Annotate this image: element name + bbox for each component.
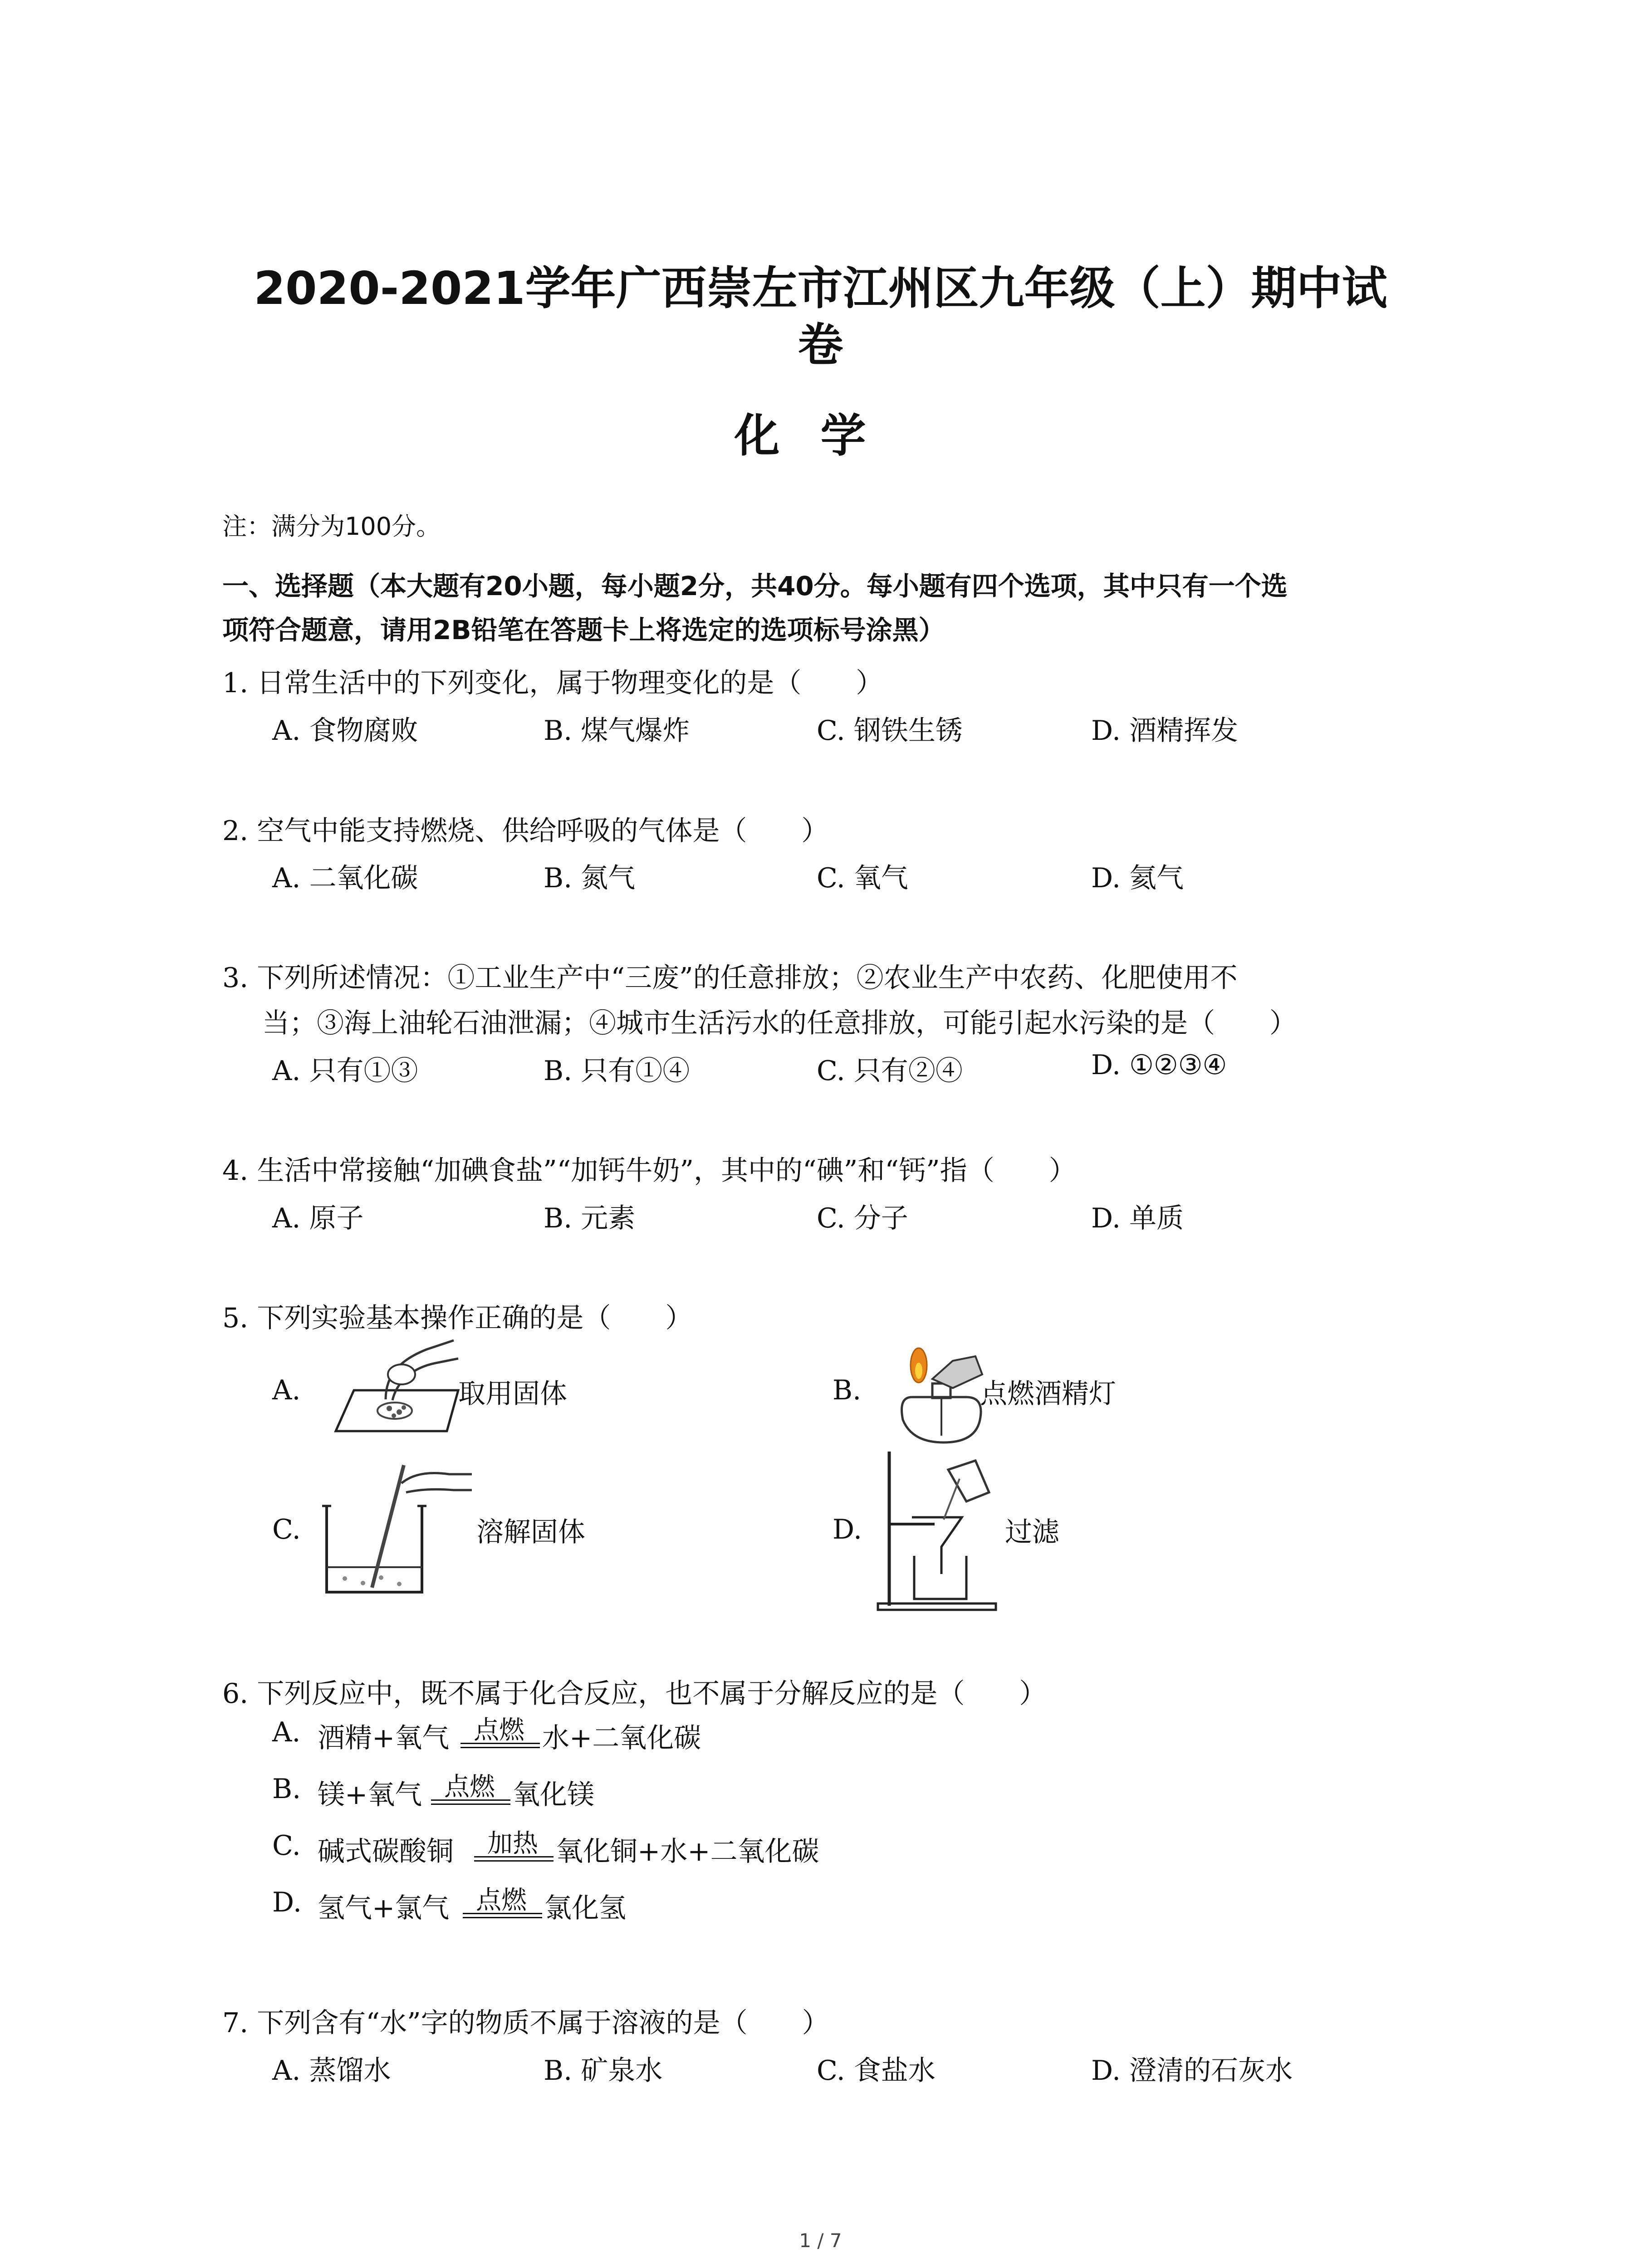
question-5-option-c-label: 溶解固体 bbox=[476, 1516, 585, 1548]
question-4-option-a: A. 原子 bbox=[272, 1202, 364, 1234]
question-6-option-c-condition: 加热 bbox=[487, 1829, 538, 1858]
question-3-option-d: D. ①②③④ bbox=[1091, 1049, 1227, 1081]
question-2-option-a: A. 二氧化碳 bbox=[272, 862, 418, 894]
question-6-option-a-letter: A. bbox=[272, 1716, 301, 1748]
question-6-option-b-condition: 点燃 bbox=[444, 1772, 495, 1802]
question-6-option-d-products: 氯化氢 bbox=[544, 1892, 626, 1924]
question-1-stem: 1. 日常生活中的下列变化，属于物理变化的是（ ） bbox=[222, 667, 883, 699]
question-5-option-d-label: 过滤 bbox=[1005, 1516, 1059, 1548]
question-7-option-a: A. 蒸馏水 bbox=[272, 2055, 391, 2087]
question-7-stem: 7. 下列含有“水”字的物质不属于溶液的是（ ） bbox=[222, 2007, 829, 2039]
question-7-option-c: C. 食盐水 bbox=[817, 2055, 936, 2087]
question-6-option-b-equals-sign bbox=[431, 1799, 510, 1805]
question-5-option-a-label: 取用固体 bbox=[458, 1378, 567, 1410]
question-6-option-d-letter: D. bbox=[272, 1887, 302, 1918]
question-5-stem: 5. 下列实验基本操作正确的是（ ） bbox=[222, 1302, 693, 1334]
question-4-stem: 4. 生活中常接触“加碘食盐”“加钙牛奶”，其中的“碘”和“钙”指（ ） bbox=[222, 1155, 1076, 1187]
question-3-stem-line2: 当；③海上油轮石油泄漏；④城市生活污水的任意排放，可能引起水污染的是（ ） bbox=[262, 1007, 1297, 1039]
question-1-option-a: A. 食物腐败 bbox=[272, 715, 418, 747]
light-alcohol-lamp-illustration bbox=[885, 1329, 994, 1452]
question-7-option-d: D. 澄清的石灰水 bbox=[1091, 2055, 1293, 2087]
filtration-illustration bbox=[876, 1442, 1012, 1615]
question-5-option-a-letter: A. bbox=[272, 1374, 301, 1406]
question-5-option-d-letter: D. bbox=[833, 1514, 862, 1545]
question-5-option-c-letter: C. bbox=[272, 1514, 301, 1545]
page-number: 1 / 7 bbox=[799, 2229, 842, 2252]
question-1-option-b: B. 煤气爆炸 bbox=[544, 715, 690, 747]
question-7-option-b: B. 矿泉水 bbox=[544, 2055, 663, 2087]
question-6-option-b-products: 氧化镁 bbox=[513, 1779, 594, 1811]
question-2-option-d: D. 氦气 bbox=[1091, 862, 1184, 894]
question-6-option-d-condition: 点燃 bbox=[476, 1886, 527, 1915]
question-4-option-c: C. 分子 bbox=[817, 1202, 908, 1234]
question-4-option-d: D. 单质 bbox=[1091, 1202, 1184, 1234]
question-2-option-b: B. 氮气 bbox=[544, 862, 636, 894]
exam-title-line2: 卷 bbox=[798, 318, 843, 371]
dissolve-solid-illustration bbox=[318, 1456, 476, 1606]
question-1-option-d: D. 酒精挥发 bbox=[1091, 715, 1239, 747]
subject-title: 化学 bbox=[734, 409, 907, 462]
question-6-option-c-letter: C. bbox=[272, 1830, 301, 1862]
section-heading-line2: 项符合题意，请用2B铅笔在答题卡上将选定的选项标号涂黑） bbox=[222, 615, 945, 645]
question-3-option-b: B. 只有①④ bbox=[544, 1055, 690, 1087]
question-3-stem-line1: 3. 下列所述情况：①工业生产中“三废”的任意排放；②农业生产中农药、化肥使用不 bbox=[222, 962, 1238, 994]
question-6-option-a-products: 水+二氧化碳 bbox=[542, 1722, 701, 1754]
question-6-option-a-condition: 点燃 bbox=[474, 1716, 524, 1745]
question-2-stem: 2. 空气中能支持燃烧、供给呼吸的气体是（ ） bbox=[222, 815, 829, 847]
question-6-option-c-reactants: 碱式碳酸铜 bbox=[318, 1836, 454, 1867]
question-6-option-b-reactants: 镁+氧气 bbox=[318, 1779, 422, 1811]
question-6-stem: 6. 下列反应中，既不属于化合反应，也不属于分解反应的是（ ） bbox=[222, 1678, 1047, 1710]
question-6-option-b-letter: B. bbox=[272, 1773, 301, 1805]
question-6-option-c-products: 氧化铜+水+二氧化碳 bbox=[556, 1836, 819, 1867]
question-6-option-d-reactants: 氢气+氯气 bbox=[318, 1892, 450, 1924]
question-5-option-b-letter: B. bbox=[833, 1374, 862, 1406]
exam-title-line1: 2020-2021学年广西崇左市江州区九年级（上）期中试 bbox=[254, 262, 1387, 315]
question-6-option-a-equals-sign bbox=[460, 1743, 540, 1748]
question-1-option-c: C. 钢铁生锈 bbox=[817, 715, 963, 747]
question-5-option-b-label: 点燃酒精灯 bbox=[980, 1378, 1116, 1410]
score-note: 注：满分为100分。 bbox=[222, 512, 441, 541]
section-heading-line1: 一、选择题（本大题有20小题，每小题2分，共40分。每小题有四个选项，其中只有一个选 bbox=[222, 571, 1288, 601]
take-solid-illustration bbox=[318, 1331, 463, 1454]
question-4-option-b: B. 元素 bbox=[544, 1202, 636, 1234]
question-6-option-a-reactants: 酒精+氧气 bbox=[318, 1722, 450, 1754]
question-3-option-c: C. 只有②④ bbox=[817, 1055, 963, 1087]
question-2-option-c: C. 氧气 bbox=[817, 862, 908, 894]
question-6-option-d-equals-sign bbox=[463, 1913, 542, 1918]
question-6-option-c-equals-sign bbox=[474, 1856, 554, 1862]
question-3-option-a: A. 只有①③ bbox=[272, 1055, 418, 1087]
